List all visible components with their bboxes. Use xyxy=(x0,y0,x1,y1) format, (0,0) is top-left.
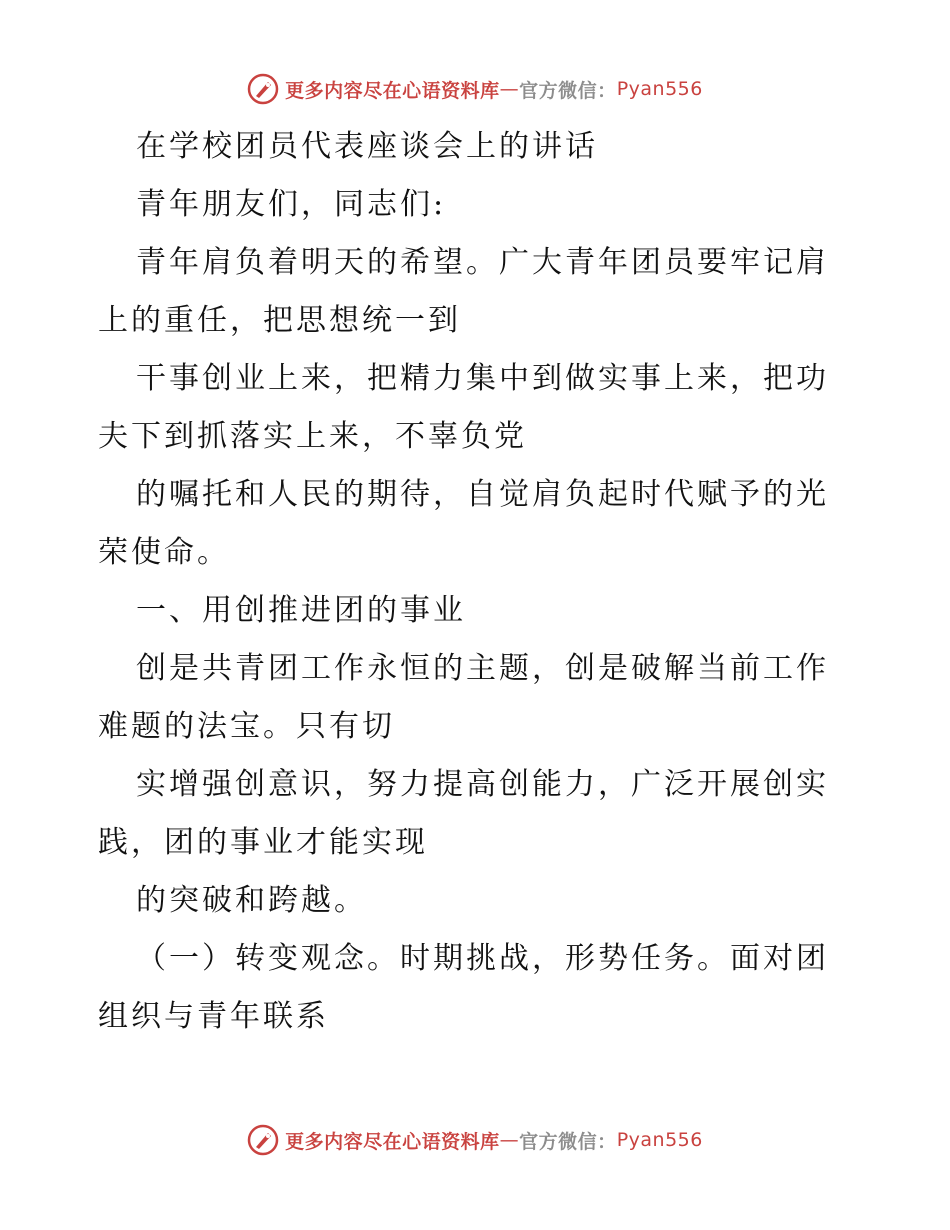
paragraph-line: 实增强创意识，努力提高创能力，广泛开展创实 xyxy=(136,767,829,802)
paragraph-line: 的突破和跨越。 xyxy=(136,883,367,918)
paragraph-line: 青年肩负着明天的希望。广大青年团员要牢记肩 xyxy=(136,245,829,280)
paragraph-line: 难题的法宝。只有切 xyxy=(98,709,395,744)
paragraph-line: 荣使命。 xyxy=(98,535,230,570)
watermark-official: 官方微信： xyxy=(519,1130,617,1153)
watermark-brand: 更多内容尽在心语资料库 xyxy=(285,79,500,102)
watermark-official: 官方微信： xyxy=(519,79,617,102)
footer-watermark xyxy=(0,1122,950,1158)
watermark-id: Pyan556 xyxy=(616,1129,703,1151)
paragraph-line: 干事创业上来，把精力集中到做实事上来，把功 xyxy=(136,361,829,396)
watermark-id: Pyan556 xyxy=(616,78,703,100)
watermark-dash: — xyxy=(499,78,520,100)
paragraph-line: 夫下到抓落实上来，不辜负党 xyxy=(98,419,527,454)
header-watermark xyxy=(0,71,950,107)
paragraph-line: 践，团的事业才能实现 xyxy=(98,825,428,860)
document-title: 在学校团员代表座谈会上的讲话 xyxy=(136,129,598,164)
paragraph-line: 上的重任，把思想统一到 xyxy=(98,303,461,338)
watermark-dash: — xyxy=(499,1129,520,1151)
pen-nib-logo-icon xyxy=(247,73,279,105)
pen-nib-logo-icon xyxy=(247,1124,279,1156)
salutation: 青年朋友们，同志们: xyxy=(136,187,447,222)
document-body xyxy=(98,118,858,1046)
section-heading: 一、用创推进团的事业 xyxy=(136,593,466,628)
paragraph-line: 组织与青年联系 xyxy=(98,999,329,1034)
paragraph-line: 创是共青团工作永恒的主题，创是破解当前工作 xyxy=(136,651,829,686)
paragraph-line: 的嘱托和人民的期待，自觉肩负起时代赋予的光 xyxy=(136,477,829,512)
watermark-brand: 更多内容尽在心语资料库 xyxy=(285,1130,500,1153)
subsection-heading: （一）转变观念。时期挑战，形势任务。面对团 xyxy=(136,941,829,976)
